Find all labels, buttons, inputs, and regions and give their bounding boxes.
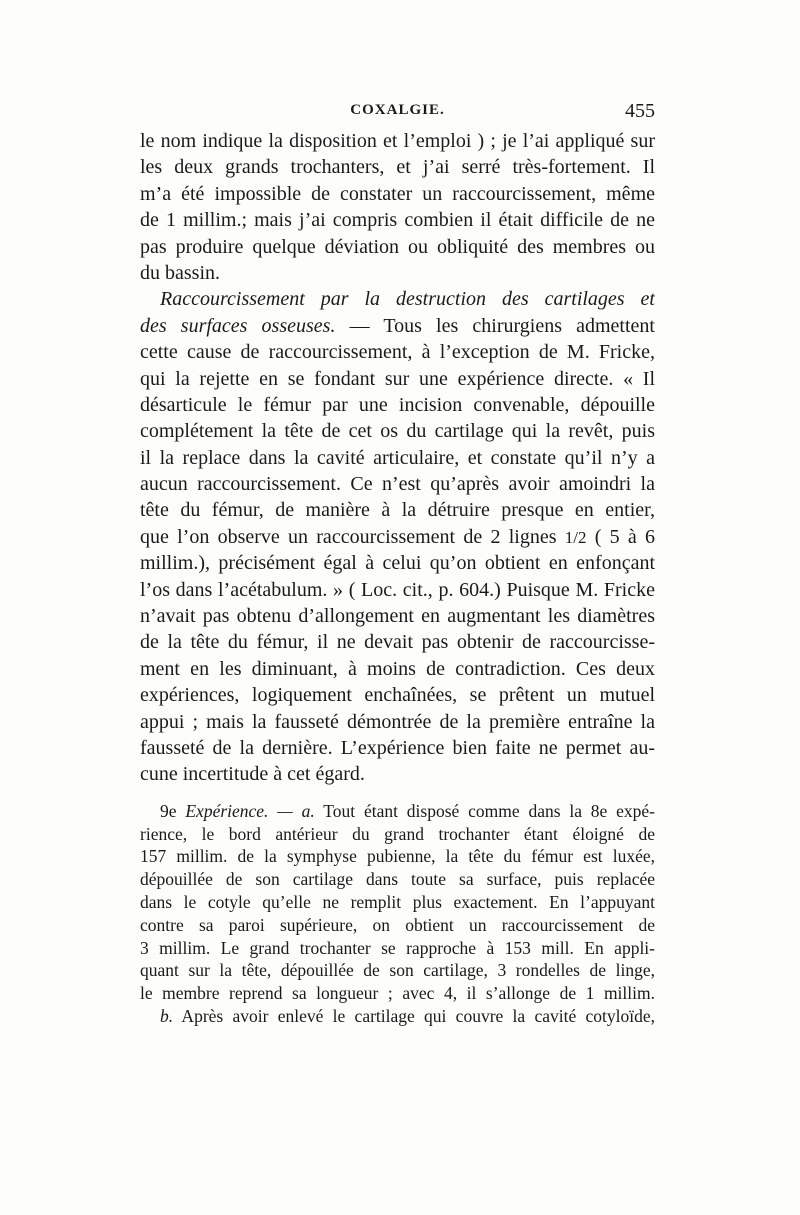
text-fragment: ( 5 à 6 xyxy=(586,525,655,548)
note-line: dans le cotyle qu’elle ne remplit plus exactement. En l’appuyant xyxy=(140,891,655,912)
page-header xyxy=(140,100,655,124)
text-line: désarticule le fémur par une incision convenable, dépouille xyxy=(140,393,655,416)
text-line: il la replace dans la cavité articulaire, et constate qu’il n’y a xyxy=(140,446,655,469)
running-title: COXALGIE. xyxy=(350,102,445,118)
text-line: n’avait pas obtenu d’allongement en augmentant les diamètres xyxy=(140,605,655,628)
experiment-heading-line xyxy=(140,800,655,823)
note-line: 3 millim. Le grand trochanter se rapproche à 153 mill. En appli- xyxy=(140,937,655,958)
text-line-with-fraction xyxy=(140,524,655,550)
text-line: expériences, logiquement enchaînées, se prêtent un mutuel xyxy=(140,684,655,707)
note-line: 157 millim. de la symphyse pubienne, la tête du fémur est luxée, xyxy=(140,846,655,867)
text-line: appui ; mais la fausseté démontrée de la première entraîne la xyxy=(140,710,655,733)
text-fragment: Tout étant disposé comme dans la 8e expé- xyxy=(314,800,655,821)
note-line: dépouillée de son cartilage dans toute sa surface, puis replacée xyxy=(140,869,655,890)
text-line: ment en les diminuant, à moins de contradiction. Ces deux xyxy=(140,657,655,680)
text-line: pas produire quelque déviation ou obliquité des membres ou xyxy=(140,235,655,258)
text-line: de 1 millim.; mais j’ai compris combien il était difficile de ne xyxy=(140,209,655,232)
section-heading: Raccourcissement par la destruction des cartilages et xyxy=(160,288,655,311)
text-fragment: que l’on observe un raccourcissement de 2 lignes xyxy=(140,525,565,548)
text-line: l’os dans l’acétabulum. » ( Loc. cit., p. 604.) Puisque M. Fricke xyxy=(140,578,655,601)
text-line: cune incertitude à cet égard. xyxy=(140,763,365,786)
text-line: de la tête du fémur, il ne devait pas obtenir de raccourcisse- xyxy=(140,631,655,654)
note-line: quant sur la tête, dépouillée de son cartilage, 3 rondelles de linge, xyxy=(140,960,655,981)
text-line: aucun raccourcissement. Ce n’est qu’après avoir amoindri la xyxy=(140,473,655,496)
page-number: 455 xyxy=(625,100,655,122)
experiment-notes xyxy=(140,800,655,1028)
note-line: rience, le bord antérieur du grand trochanter étant éloigné de xyxy=(140,823,655,844)
experiment-number: 9e xyxy=(160,800,177,821)
text-line xyxy=(140,313,655,339)
text-block xyxy=(140,128,655,1028)
main-paragraphs xyxy=(140,128,655,788)
text-line: millim.), précisément égal à celui qu’on obtient en enfonçant xyxy=(140,552,655,575)
item-b-line xyxy=(140,1005,655,1028)
text-line: les deux grands trochanters, et j’ai serré très-fortement. Il xyxy=(140,156,655,179)
text-line: tête du fémur, de manière à la détruire presque en entier, xyxy=(140,499,655,522)
note-line: le membre reprend sa longueur ; avec 4, il s’allonge de 1 millim. xyxy=(140,983,655,1004)
text-line: complétement la tête de cet os du cartilage qui la revêt, puis xyxy=(140,420,655,443)
text-line: le nom indique la disposition et l’emploi ) ; je l’ai appliqué sur xyxy=(140,130,655,152)
experiment-label: Expérience. — a. xyxy=(185,800,315,821)
text-fragment: — Tous les chirurgiens admettent xyxy=(335,314,655,337)
note-line: contre sa paroi supérieure, on obtient un raccourcissement de xyxy=(140,914,655,935)
fraction: 1/2 xyxy=(564,527,587,547)
section-heading-continued: des surfaces osseuses. xyxy=(140,314,336,337)
text-line: m’a été impossible de constater un raccourcissement, même xyxy=(140,182,655,205)
text-line: du bassin. xyxy=(140,261,220,284)
item-b-label: b. xyxy=(160,1005,174,1026)
text-fragment: Après avoir enlevé le cartilage qui couvre la cavité cotyloïde, xyxy=(173,1005,655,1026)
text-line: fausseté de la dernière. L’expérience bien faite ne permet au- xyxy=(140,736,655,759)
text-line: qui la rejette en se fondant sur une expérience directe. « Il xyxy=(140,367,655,390)
text-line: cette cause de raccourcissement, à l’exception de M. Fricke, xyxy=(140,341,655,364)
